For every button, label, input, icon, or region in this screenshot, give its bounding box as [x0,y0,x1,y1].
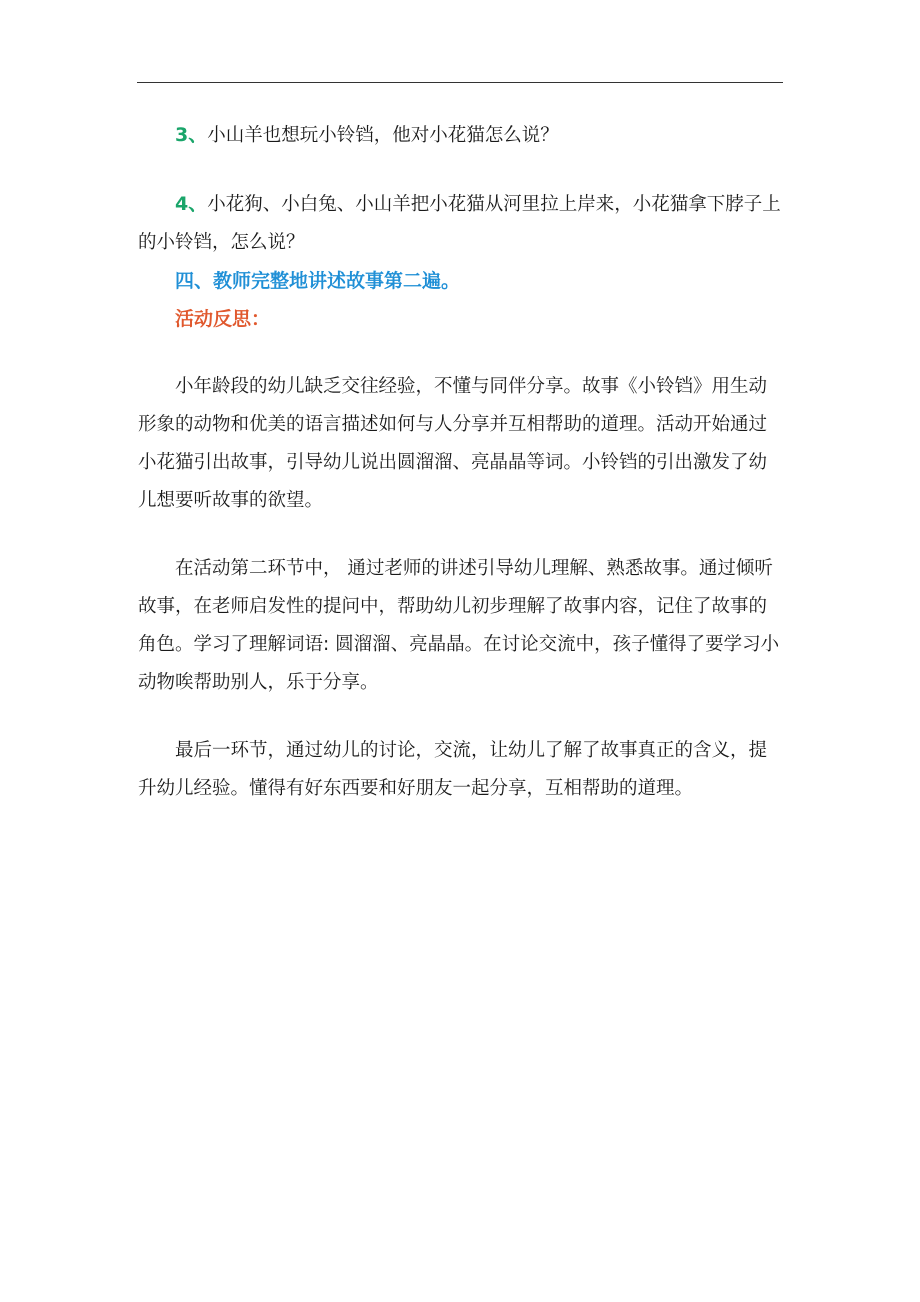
question-4-number: 4、 [175,193,208,215]
reflection-paragraph-2: 在活动第二环节中， 通过老师的讲述引导幼儿理解、熟悉故事。通过倾听故事，在老师启发性的提问中，帮助幼儿初步理解了故事内容，记住了故事的角色。学习了理解词语: 圆溜溜、亮晶晶。在讨论交流中，孩子懂得了要学习小动物唉帮助别人，乐于分享。 [138,558,780,693]
question-4 [138,185,784,262]
question-4-text: 小花狗、小白兔、小山羊把小花猫从河里拉上岸来，小花猫拿下脖子上的小铃铛，怎么说？ [138,194,781,253]
reflection-paragraph-1: 小年龄段的幼儿缺乏交往经验，不懂与同伴分享。故事《小铃铛》用生动形象的动物和优美的语言描述如何与人分享并互相帮助的道理。活动开始通过小花猫引出故事，引导幼儿说出圆溜溜、亮晶晶等词。小铃铛的引出激发了幼儿想要听故事的欲望。 [138,376,768,511]
document-body [138,116,784,808]
question-3-number: 3、 [175,124,208,146]
section-heading: 四、教师完整地讲述故事第二遍。 [175,270,461,292]
question-3 [138,116,784,155]
reflection-paragraph-3: 最后一环节，通过幼儿的讨论，交流，让幼儿了解了故事真正的含义，提升幼儿经验。懂得有好东西要和好朋友一起分享，互相帮助的道理。 [138,740,768,799]
reflection-heading: 活动反思： [175,308,271,330]
question-3-text: 小山羊也想玩小铃铛，他对小花猫怎么说？ [207,125,559,146]
header-rule [137,82,783,83]
